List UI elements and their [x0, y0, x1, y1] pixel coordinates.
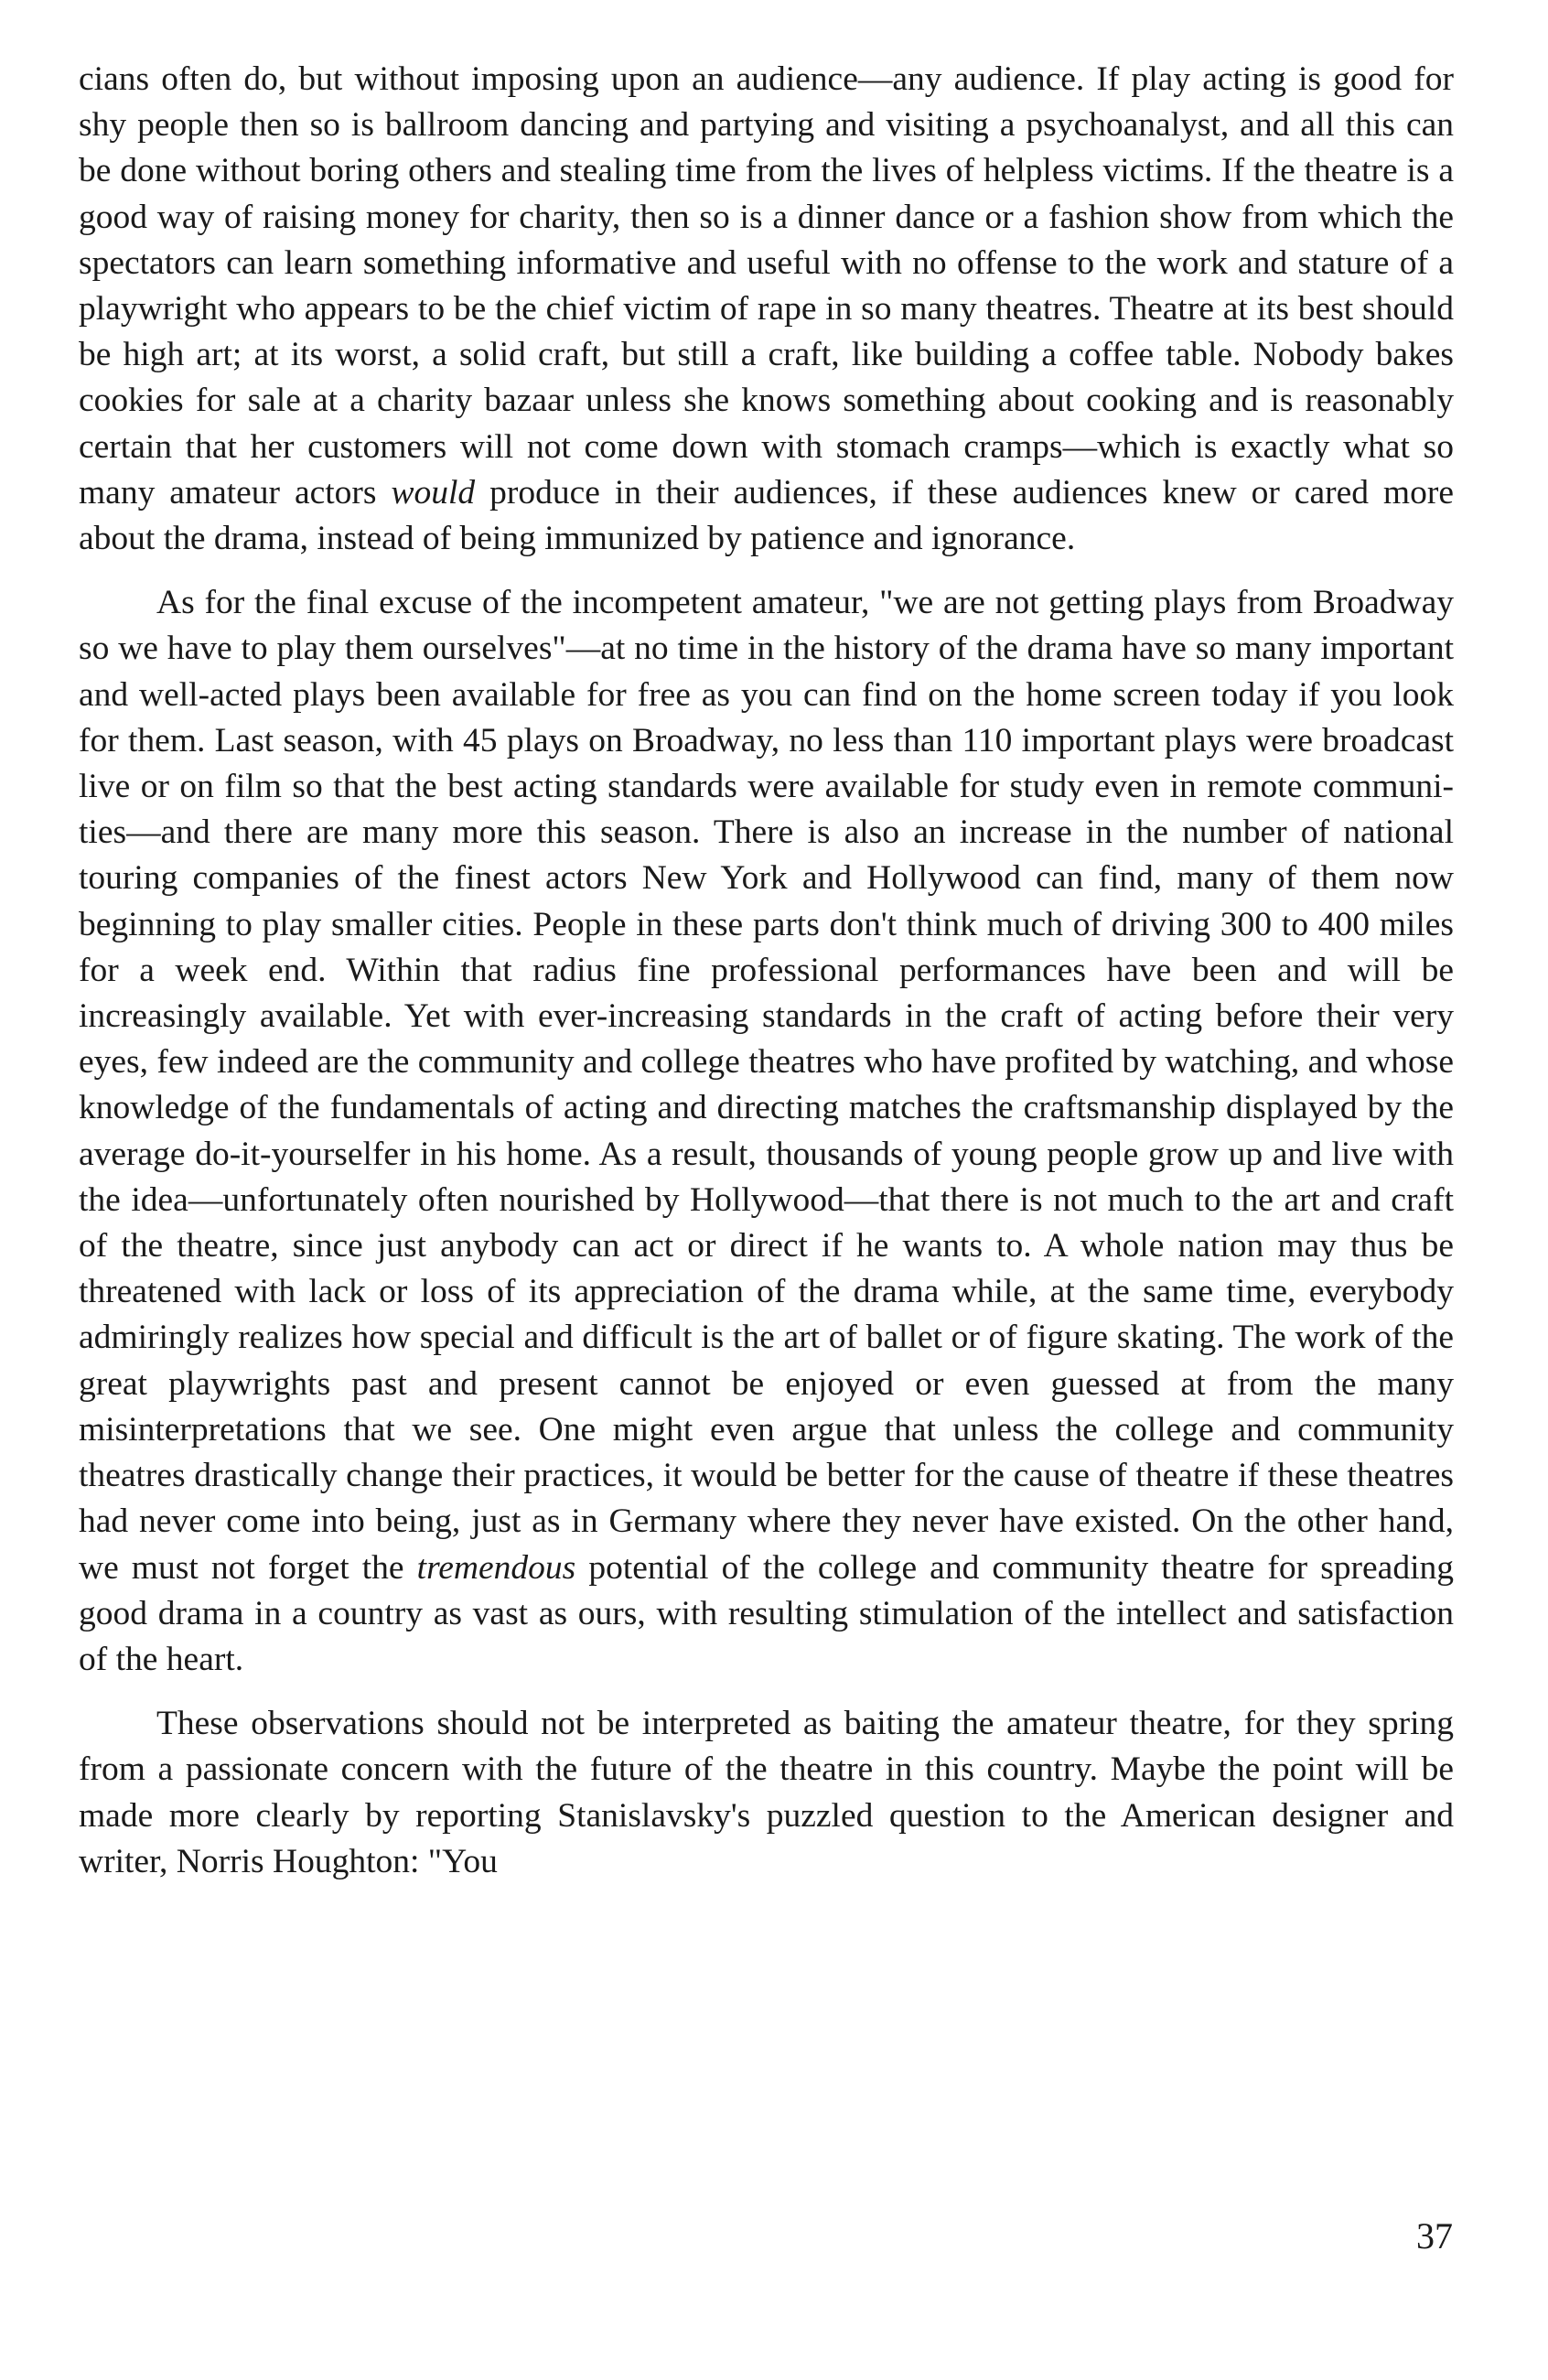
page-number: 37	[1416, 2215, 1453, 2256]
paragraph-3	[79, 1701, 1454, 1885]
paragraph-1-text-end: produce in their audiences, if these audiences knew or cared more about the drama, instead of being immunized by patience and ignorance.	[79, 473, 1454, 558]
paragraph-2-text-end: potential of the college and community theatre for spreading good drama in a country as vast as ours, with resulting stimulation of the intellect and satisfaction of the heart.	[79, 1548, 1454, 1678]
paragraph-3-text: These observations should not be interpreted as baiting the amateur theatre, for they spring from a passionate concern with the future of the theatre in this country. Maybe the point will be made more clearly by reporting Stanislavsky's puzzled question to the American designer and writer, Norris Houghton: "You	[79, 1705, 1454, 1880]
article-body	[79, 57, 1454, 1885]
italic-word-would: would	[391, 473, 476, 512]
paragraph-1	[79, 57, 1454, 562]
italic-word-tremendous: tremendous	[416, 1548, 576, 1587]
paragraph-1-text: cians often do, but without imposing upon an audience—any audience. If play acting is good for shy people then so is ballroom dancing and partying and visiting a psychoanalyst, and all this can be done without boring others and stealing time from the lives of helpless victims. If the theatre is a good way of raising money for charity, then so is a dinner dance or a fashion show from which the spectators can learn something informative and useful with no offense to the work and stature of a playwright who appears to be the chief victim of rape in so many theatres. Theatre at its best should be high art; at its worst, a solid craft, but still a craft, like building a coffee table. Nobody bakes cookies for sale at a charity bazaar unless she knows something about cooking and is reasonably certain that her customers will not come down with stomach cramps—which is exactly what so many amateur actors	[79, 60, 1454, 512]
paragraph-2-text: As for the final excuse of the incompetent amateur, "we are not getting plays from Broadway so we have to play them ourselves"—at no time in the history of the drama have so many important and well-acted plays been available for free as you can find on the home screen today if you look for them. Last season, with 45 plays on Broadway, no less than 110 important plays were broadcast live or on film so that the best acting standards were available for study even in remote communities—and there are many more this season. There is also an increase in the number of national touring companies of the finest actors New York and Hollywood can find, many of them now beginning to play smaller cities. People in these parts don't think much of driving 300 to 400 miles for a week end. Within that radius fine professional performances have been and will be increasingly available. Yet with ever-increasing standards in the craft of acting before their very eyes, few indeed are the community and college theatres who have profited by watching, and whose knowledge of the fundamentals of acting and directing matches the craftsmanship displayed by the average do-it-yourselfer in his home. As a result, thousands of young people grow up and live with the idea—unfortunately often nourished by Hollywood—that there is not much to the art and craft of the theatre, since just anybody can act or direct if he wants to. A whole nation may thus be threatened with lack or loss of its appreciation of the drama while, at the same time, everybody admiringly realizes how special and difficult is the art of ballet or of figure skating. The work of the great playwrights past and present cannot be enjoyed or even guessed at from the many misinterpretations that we see. One might even argue that unless the college and community theatres drastically change their practices, it would be better for the cause of theatre if these theatres had never come into being, just as in Germany where they never have existed. On the other hand, we must not forget the	[79, 584, 1454, 1587]
paragraph-2	[79, 580, 1454, 1683]
